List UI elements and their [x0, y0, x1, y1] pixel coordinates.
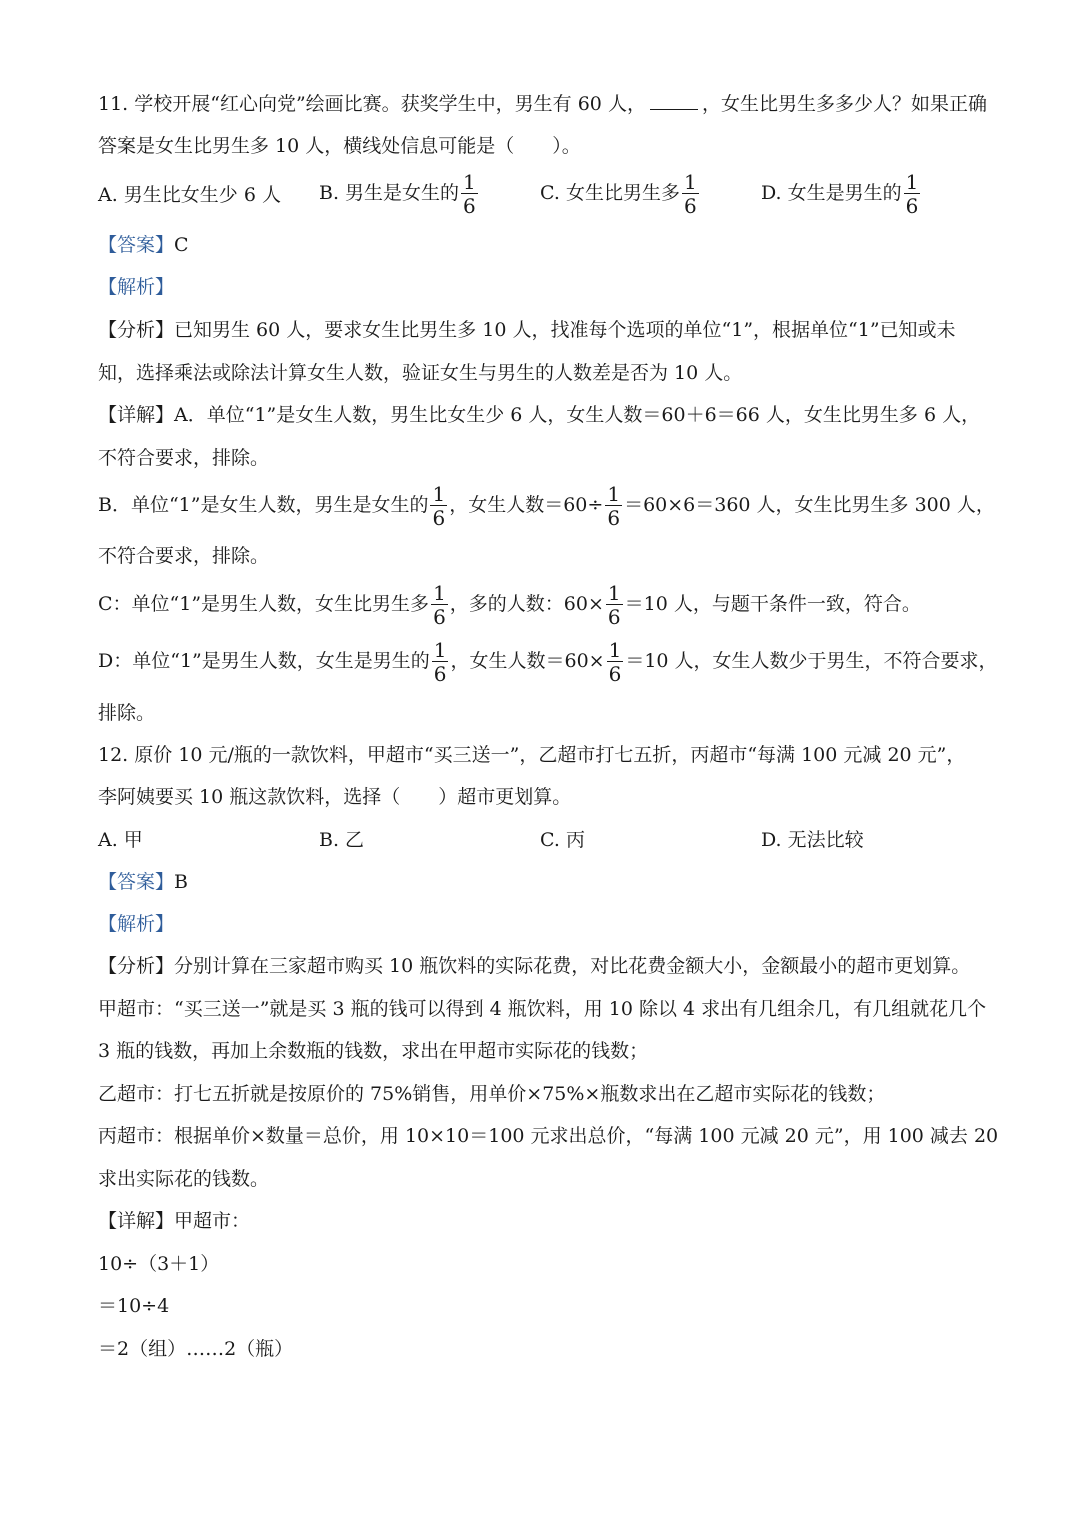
- q12-calc-line-2: ＝10÷4: [98, 1295, 170, 1317]
- fenxi-tag: 【分析】: [98, 319, 175, 341]
- q11-xiangjie-c-text-2: ，多的人数：60×: [449, 593, 604, 615]
- fraction-one-sixth: [605, 484, 622, 528]
- q12-stem-line-2: 李阿姨要买 10 瓶这款饮料，选择（ ）超市更划算。: [98, 786, 572, 808]
- q11-xiangjie-d-text-3: ＝10 人，女生人数少于男生，不符合要求，: [625, 650, 998, 672]
- q12-fenxi-line-1: [98, 957, 970, 976]
- q12-jia-line-1: 甲超市：“买三送一”就是买 3 瓶的钱可以得到 4 瓶饮料，用 10 除以 4 求出有几组余几，有几组就花几个: [98, 998, 987, 1020]
- q11-xiangjie-a-line-2: 不符合要求，排除。: [98, 447, 270, 469]
- q11-xiangjie-d-line-1: [98, 640, 998, 684]
- q12-option-c: C. 丙: [540, 829, 585, 851]
- fraction-numerator: 1: [683, 170, 697, 194]
- q12-option-a: A. 甲: [98, 829, 143, 851]
- fraction-one-sixth: [607, 640, 624, 684]
- q11-xiangjie-b-text-3: ＝60×6＝360 人，女生比男生多 300 人，: [624, 494, 995, 516]
- q12-answer: B: [174, 871, 188, 893]
- xiangjie-tag: 【详解】: [98, 404, 175, 426]
- q11-fenxi-line-2: 知，选择乘法或除法计算女生人数，验证女生与男生的人数差是否为 10 人。: [98, 362, 743, 384]
- fraction-one-sixth: [682, 172, 699, 216]
- q11-fenxi-line-1: [98, 321, 956, 340]
- q11-option-d-label: D. 女生是男生的: [761, 182, 902, 204]
- q11-xiangjie-a-line-1: [98, 406, 980, 425]
- q11-xiangjie-b-text-2: ，女生人数＝60÷: [449, 494, 604, 516]
- q12-xiangjie-line-1: [98, 1212, 250, 1231]
- fraction-denominator: 6: [433, 605, 446, 629]
- q11-option-d: [761, 172, 922, 216]
- fraction-denominator: 6: [463, 194, 476, 218]
- fraction-denominator: 6: [608, 662, 622, 686]
- fraction-numerator: 1: [433, 638, 447, 662]
- q12-jia-line-2: 3 瓶的钱数，再加上余数瓶的钱数，求出在甲超市实际花的钱数；: [98, 1040, 649, 1062]
- fraction-one-sixth: [606, 583, 623, 627]
- q12-fenxi-text: 分别计算在三家超市购买 10 瓶饮料的实际花费，对比花费金额大小，金额最小的超市更划算。: [174, 955, 971, 977]
- q11-xiangjie-d-text-1: D：单位“1”是男生人数，女生是男生的: [98, 650, 430, 672]
- q11-xiangjie-c-line-1: [98, 583, 921, 627]
- q11-option-a: A. 男生比女生少 6 人: [98, 184, 281, 206]
- q11-analysis-tag: 【解析】: [98, 276, 175, 298]
- q11-option-b-label: B. 男生是女生的: [319, 182, 460, 204]
- q11-xiangjie-d-text-2: ，女生人数＝60×: [450, 650, 605, 672]
- q12-xiangjie-text: 甲超市：: [174, 1210, 251, 1232]
- q11-xiangjie-c-text-1: C：单位“1”是男生人数，女生比男生多: [98, 593, 430, 615]
- q11-answer: C: [174, 234, 189, 256]
- q11-stem-text: 11. 学校开展“红心向党”绘画比赛。获奖学生中，男生有 60 人，: [98, 93, 646, 115]
- fraction-numerator: 1: [607, 581, 621, 605]
- xiangjie-tag: 【详解】: [98, 1210, 175, 1232]
- fraction-one-sixth: [432, 640, 449, 684]
- q11-stem-line-2: 答案是女生比男生多 10 人，横线处信息可能是（ ）。: [98, 135, 581, 157]
- fraction-numerator: 1: [432, 482, 446, 506]
- q11-stem-line-1: [98, 94, 987, 114]
- q12-calc-line-3: ＝2（组）……2（瓶）: [98, 1338, 294, 1360]
- q11-option-c-label: C. 女生比男生多: [540, 182, 680, 204]
- q11-option-b: [319, 172, 480, 216]
- q12-option-b: B. 乙: [319, 829, 365, 851]
- q11-answer-blank: [650, 94, 698, 110]
- fraction-numerator: 1: [433, 581, 446, 605]
- fraction-denominator: 6: [905, 194, 919, 218]
- q11-xiangjie-c-text-3: ＝10 人，与题干条件一致，符合。: [624, 593, 921, 615]
- fraction-one-sixth: [461, 172, 478, 216]
- q11-fenxi-text: 已知男生 60 人，要求女生比男生多 10 人，找准每个选项的单位“1”，根据单位“1”已知或未: [174, 319, 956, 341]
- q12-answer-line: [98, 873, 188, 892]
- fraction-denominator: 6: [607, 506, 621, 530]
- q12-yi-line-1: 乙超市：打七五折就是按原价的 75%销售，用单价×75%×瓶数求出在乙超市实际花的钱数；: [98, 1083, 886, 1105]
- q11-xiangjie-a-text: A．单位“1”是女生人数，男生比女生少 6 人，女生人数＝60＋6＝66 人，女生比男生多 6 人，: [174, 404, 981, 426]
- q11-option-c: [540, 172, 701, 216]
- fraction-one-sixth: [431, 583, 448, 627]
- fraction-one-sixth: [904, 172, 921, 216]
- fraction-denominator: 6: [683, 194, 697, 218]
- q11-xiangjie-b-text-1: B．单位“1”是女生人数，男生是女生的: [98, 494, 429, 516]
- q11-answer-line: [98, 236, 189, 255]
- fraction-denominator: 6: [432, 506, 446, 530]
- q12-analysis-tag: 【解析】: [98, 913, 175, 935]
- q11-xiangjie-b-line-1: [98, 484, 995, 528]
- answer-tag: 【答案】: [98, 871, 175, 893]
- q12-bing-line-1: 丙超市：根据单价×数量＝总价，用 10×10＝100 元求出总价，“每满 100 元减 20 元”，用 100 减去 20: [98, 1125, 999, 1147]
- q11-xiangjie-d-line-2: 排除。: [98, 702, 156, 724]
- fraction-numerator: 1: [607, 482, 621, 506]
- fraction-one-sixth: [430, 484, 447, 528]
- fraction-numerator: 1: [905, 170, 919, 194]
- q12-stem-line-1: 12. 原价 10 元/瓶的一款饮料，甲超市“买三送一”，乙超市打七五折，丙超市“每满 100 元减 20 元”，: [98, 744, 966, 766]
- answer-tag: 【答案】: [98, 234, 175, 256]
- q11-xiangjie-b-line-2: 不符合要求，排除。: [98, 545, 270, 567]
- fraction-numerator: 1: [608, 638, 622, 662]
- q11-stem-text-cont: ，女生比男生多多少人？如果正确: [701, 93, 987, 115]
- q12-bing-line-2: 求出实际花的钱数。: [98, 1168, 270, 1190]
- fraction-numerator: 1: [463, 170, 476, 194]
- fraction-denominator: 6: [433, 662, 447, 686]
- fraction-denominator: 6: [607, 605, 621, 629]
- fenxi-tag: 【分析】: [98, 955, 175, 977]
- q12-calc-line-1: 10÷（3＋1）: [98, 1253, 220, 1275]
- q12-option-d: D. 无法比较: [761, 829, 864, 851]
